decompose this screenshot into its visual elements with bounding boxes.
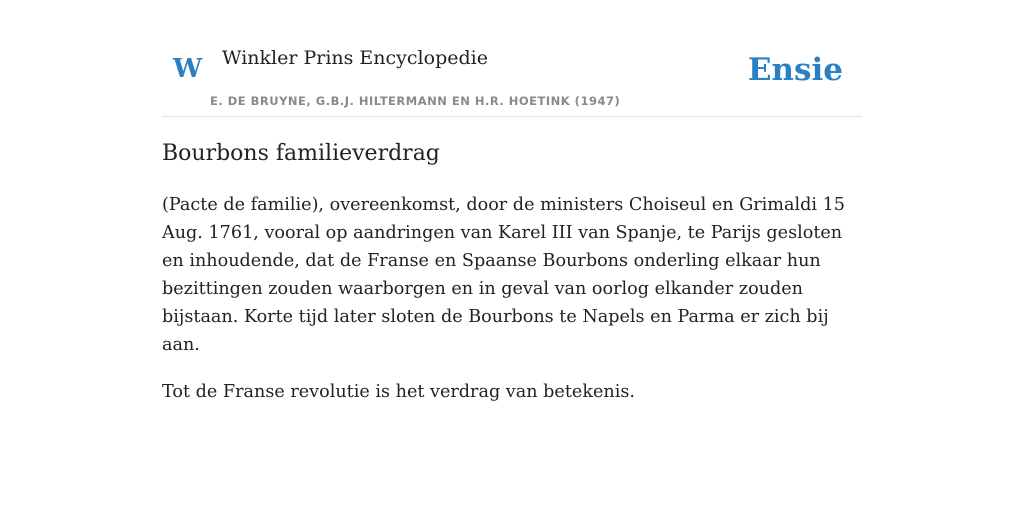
article — [162, 137, 862, 406]
source-title[interactable]: Winkler Prins Encyclopedie — [222, 47, 488, 69]
article-title: Bourbons familieverdrag — [162, 141, 440, 166]
article-paragraph: Tot de Franse revolutie is het verdrag van betekenis. — [162, 382, 635, 402]
winkler-prins-logo[interactable]: W — [173, 54, 203, 84]
article-paragraph: (Pacte de familie), overeenkomst, door de ministers Choiseul en Grimaldi 15 Aug. 1761, vooral op aandringen van Karel III van Spanje, te Parijs gesloten en inhoudende, dat de Franse en Spaanse Bourbons onderling elkaar hun bezittingen zouden waarborgen en in geval van oorlog elkander zouden bijstaan. Korte tijd later sloten de Bourbons te Napels en Parma er zich bij aan. — [162, 195, 845, 355]
ensie-brand-link[interactable]: Ensie — [747, 52, 843, 88]
source-header — [162, 0, 862, 117]
source-authors: E. DE BRUYNE, G.B.J. HILTERMANN EN H.R. HOETINK (1947) — [210, 94, 621, 108]
